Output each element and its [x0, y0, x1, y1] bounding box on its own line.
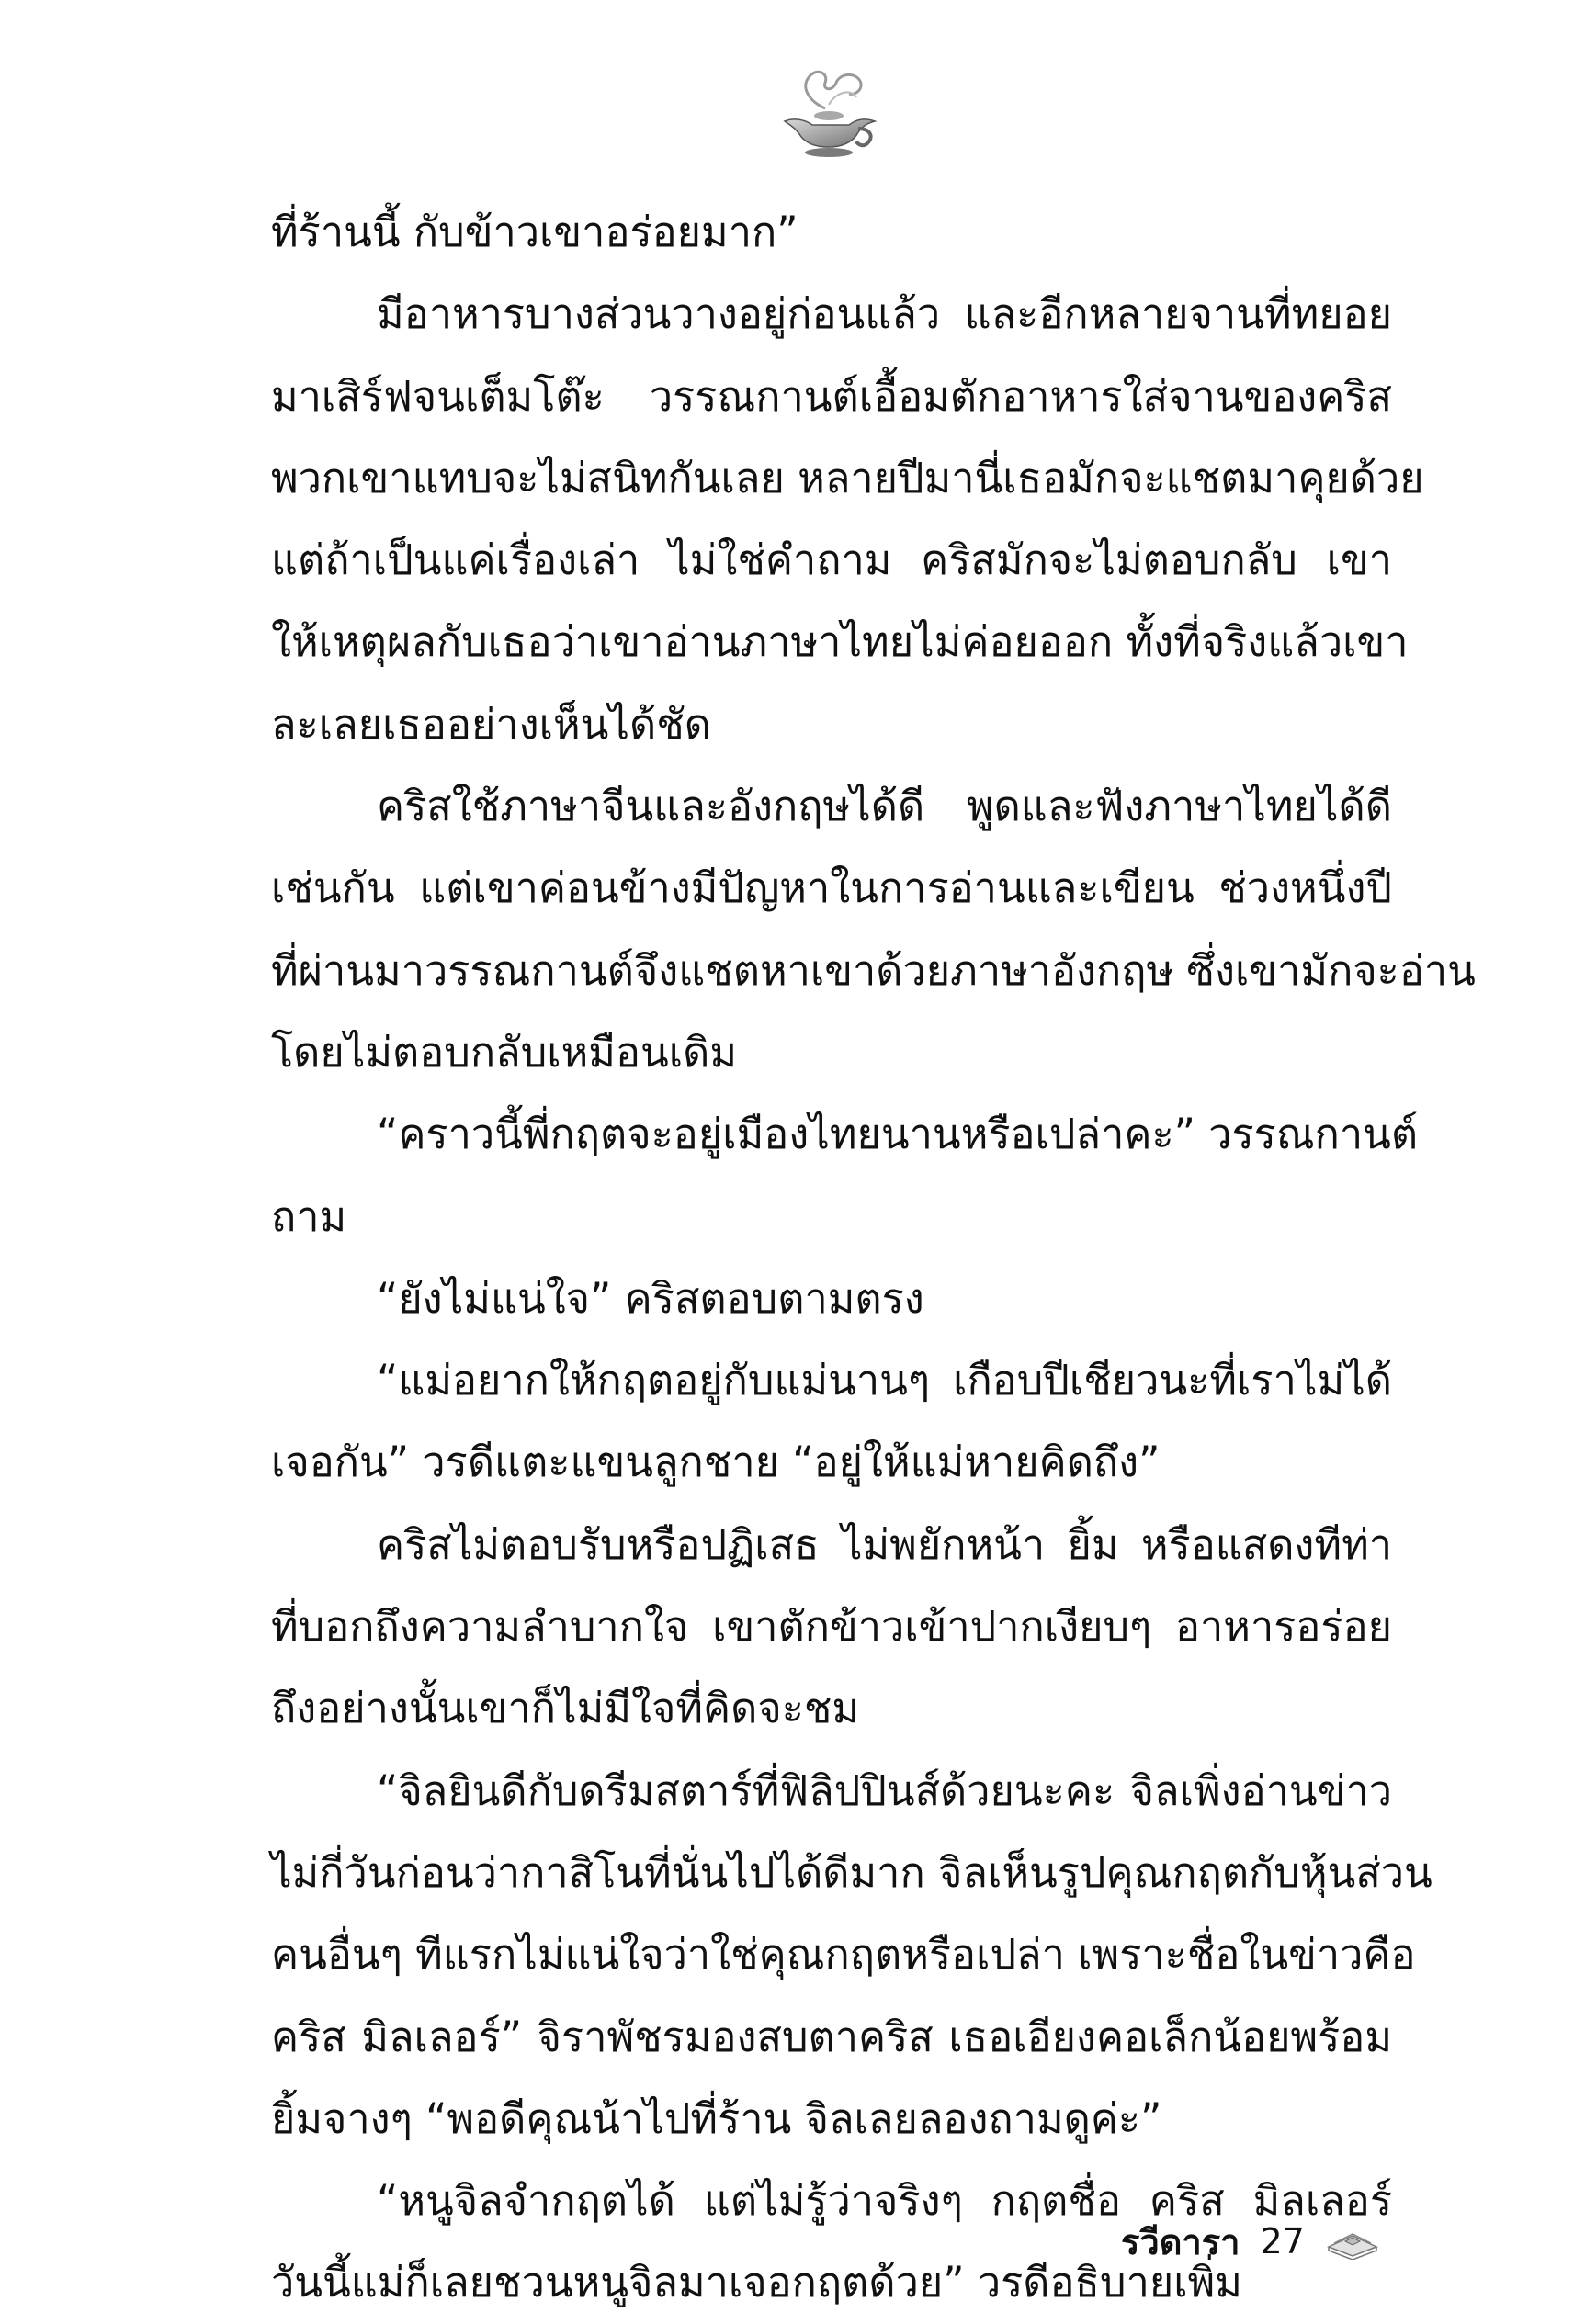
paragraph-7	[271, 1504, 1392, 1750]
text-line: ที่ผ่านมาวรรณกานต์จึงแชตหาเขาด้วยภาษาอังกฤษ ซึ่งเขามักจะอ่าน	[271, 945, 1476, 995]
page-footer	[1121, 2214, 1380, 2269]
paragraph-1	[271, 191, 1392, 273]
paragraph-2	[271, 273, 1424, 765]
text-line: เจอกัน” วรดีแตะแขนลูกชาย “อยู่ให้แม่หายคิดถึง”	[271, 1438, 1161, 1487]
text-line: ยิ้มจางๆ “พอดีคุณน้าไปที่ร้าน จิลเลยลองถามดูค่ะ”	[271, 2093, 1162, 2143]
text-line: คริส มิลเลอร์” จิราพัชรมองสบตาคริส เธอเอียงคอเล็กน้อยพร้อม	[271, 2012, 1392, 2061]
text-line: โดยไม่ตอบกลับเหมือนเดิม	[271, 1027, 738, 1077]
text-line: ถึงอย่างนั้นเขาก็ไม่มีใจที่คิดจะชม	[271, 1684, 860, 1733]
page-number: 27	[1260, 2221, 1305, 2262]
text-line: ที่ร้านนี้ กับข้าวเขาอร่อยมาก”	[271, 208, 798, 256]
book-ornament-icon	[1325, 2223, 1380, 2260]
paragraph-6	[271, 1339, 1392, 1504]
text-line: “หนูจิลจำกฤตได้ แต่ไม่รู้ว่าจริงๆ กฤตชื่อ คริส มิลเลอร์	[377, 2176, 1392, 2226]
text-line: มาเสิร์ฟจนเต็มโต๊ะ วรรณกานต์เอื้อมตักอาหารใส่จานของคริส	[271, 371, 1392, 421]
text-line: พวกเขาแทบจะไม่สนิทกันเลย หลายปีมานี่เธอมักจะแชตมาคุยด้วย	[271, 453, 1424, 502]
text-line: “จิลยินดีกับดรีมสตาร์ที่ฟิลิปปินส์ด้วยนะคะ จิลเพิ่งอ่านข่าว	[377, 1766, 1392, 1815]
text-line: “ยังไม่แน่ใจ” คริสตอบตามตรง	[377, 1273, 924, 1323]
text-line: ที่บอกถึงความลำบากใจ เขาตักข้าวเข้าปากเงียบๆ อาหารอร่อย	[271, 1602, 1392, 1652]
magic-lamp-icon	[772, 64, 882, 161]
text-line: วันนี้แม่ก็เลยชวนหนูจิลมาเจอกฤตด้วย” วรดีอธิบายเพิ่ม	[271, 2258, 1242, 2307]
paragraph-8	[271, 1750, 1432, 2160]
text-line: คนอื่นๆ ทีแรกไม่แน่ใจว่าใช่คุณกฤตหรือเปล่า เพราะชื่อในข่าวคือ	[271, 1930, 1416, 1980]
body-text	[271, 191, 1476, 2324]
paragraph-3	[271, 765, 1476, 1093]
text-line: ละเลยเธออย่างเห็นได้ชัด	[271, 699, 712, 749]
text-line: “คราวนี้พี่กฤตจะอยู่เมืองไทยนานหรือเปล่าคะ” วรรณกานต์	[377, 1110, 1419, 1159]
book-title: รวีดารา	[1121, 2221, 1240, 2262]
text-line: คริสไม่ตอบรับหรือปฏิเสธ ไม่พยักหน้า ยิ้ม หรือแสดงทีท่า	[377, 1519, 1392, 1569]
text-line: เช่นกัน แต่เขาค่อนข้างมีปัญหาในการอ่านและเขียน ช่วงหนึ่งปี	[271, 863, 1392, 913]
text-line: แต่ถ้าเป็นแค่เรื่องเล่า ไม่ใช่คำถาม คริสมักจะไม่ตอบกลับ เขา	[271, 536, 1392, 585]
text-line: ให้เหตุผลกับเธอว่าเขาอ่านภาษาไทยไม่ค่อยออก ทั้งที่จริงแล้วเขา	[271, 617, 1409, 667]
text-line: คริสใช้ภาษาจีนและอังกฤษได้ดี พูดและฟังภาษาไทยได้ดี	[377, 782, 1392, 831]
text-line: มีอาหารบางส่วนวางอยู่ก่อนแล้ว และอีกหลายจานที่ทยอย	[377, 289, 1392, 339]
paragraph-4	[271, 1093, 1419, 1258]
text-line: “แม่อยากให้กฤตอยู่กับแม่นานๆ เกือบปีเชียวนะที่เราไม่ได้	[377, 1356, 1392, 1405]
text-line: ไม่กี่วันก่อนว่ากาสิโนที่นั่นไปได้ดีมาก จิลเห็นรูปคุณกฤตกับหุ้นส่วน	[271, 1847, 1432, 1897]
text-line: ถาม	[271, 1191, 347, 1241]
paragraph-5	[271, 1258, 1392, 1339]
